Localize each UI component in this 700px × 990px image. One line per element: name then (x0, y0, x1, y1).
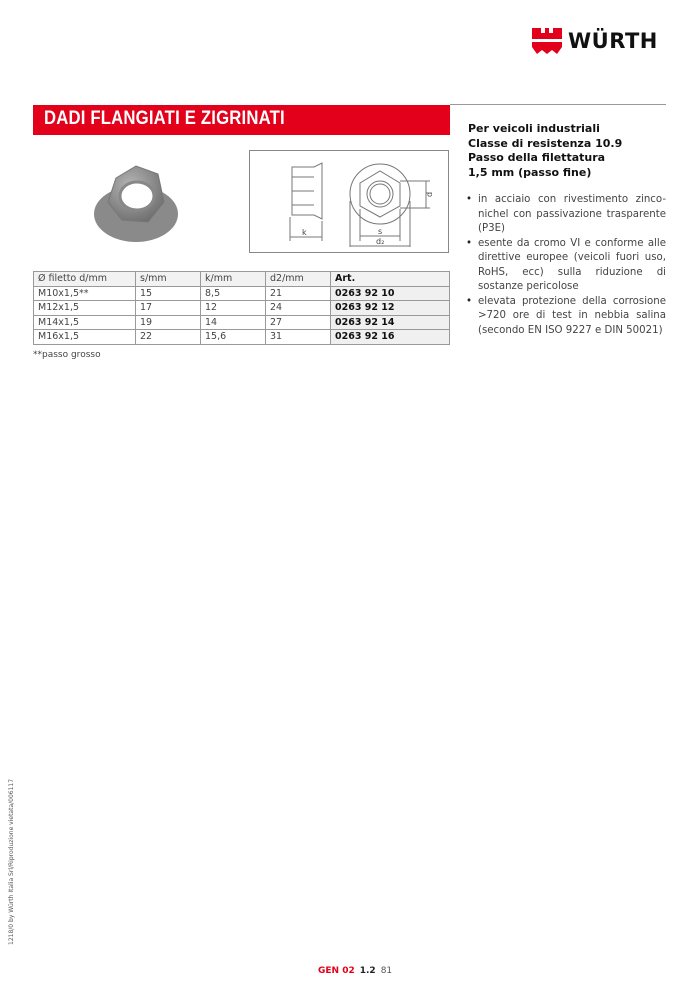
article-number: 0263 92 12 (331, 301, 450, 316)
cell: 12 (201, 301, 266, 316)
list-item: • in acciaio con rivestimento zinco-nichel con passivazione trasparente (P3E) (466, 193, 666, 237)
column-header: k/mm (201, 272, 266, 287)
cell: 22 (136, 330, 201, 345)
cell: 27 (266, 315, 331, 330)
dim-label-d2: d₂ (376, 237, 385, 246)
brand-name: WÜRTH (568, 29, 658, 53)
article-number: 0263 92 16 (331, 330, 450, 345)
column-header: Art. (331, 272, 450, 287)
cell: 8,5 (201, 286, 266, 301)
table-row (34, 286, 450, 301)
cell: 17 (136, 301, 201, 316)
cell: M12x1,5 (34, 301, 136, 316)
cell: 21 (266, 286, 331, 301)
heading-line: Passo della filettatura (468, 151, 606, 164)
wurth-logo-mark-icon (532, 28, 562, 54)
heading-line: Per veicoli industriali (468, 122, 600, 135)
flange-nut-photo (92, 158, 180, 246)
dim-label-s: s (378, 227, 383, 236)
cell: 31 (266, 330, 331, 345)
technical-drawing (249, 150, 449, 253)
wurth-logo (532, 28, 658, 54)
list-item: • esente da cromo VI e conforme alle direttive europee (veicoli fuori uso, RoHS, ecc) sulla riduzione di sostanze pericolose (466, 237, 666, 295)
dim-label-d: d (425, 191, 434, 197)
list-item: • elevata protezione della corrosione >720 ore di test in nebbia salina (secondo EN ISO 9227 e DIN 50021) (466, 295, 666, 339)
cell: M14x1,5 (34, 315, 136, 330)
column-header: Ø filetto d/mm (34, 272, 136, 287)
table-row (34, 315, 450, 330)
cell: 19 (136, 315, 201, 330)
table-row (34, 301, 450, 316)
cell: 24 (266, 301, 331, 316)
cell: 15 (136, 286, 201, 301)
specs-table (33, 271, 450, 345)
cell: M10x1,5** (34, 286, 136, 301)
header-divider (450, 104, 666, 105)
page-number: 81 (380, 966, 393, 976)
footer-chapter: 1.2 (359, 966, 376, 976)
article-number: 0263 92 14 (331, 315, 450, 330)
article-number: 0263 92 10 (331, 286, 450, 301)
page-title: DADI FLANGIATI E ZIGRINATI (44, 108, 285, 129)
cell: 14 (201, 315, 266, 330)
table-header-row (34, 272, 450, 287)
description-headings (468, 122, 622, 180)
heading-line: Classe di resistenza 10.9 (468, 136, 623, 150)
page-footer (318, 966, 392, 976)
column-header: d2/mm (266, 272, 331, 287)
copyright-note: 1218/0 by Würth Italia Srl/Riproduzione vietata/006117 (8, 778, 15, 945)
table-row (34, 330, 450, 345)
column-header: s/mm (136, 272, 201, 287)
footer-section: GEN 02 (318, 966, 355, 976)
feature-list (466, 193, 666, 338)
cell: 15,6 (201, 330, 266, 345)
cell: M16x1,5 (34, 330, 136, 345)
dim-label-k: k (302, 228, 307, 237)
heading-line: 1,5 mm (passo fine) (468, 165, 592, 179)
table-footnote: **passo grosso (33, 350, 101, 360)
